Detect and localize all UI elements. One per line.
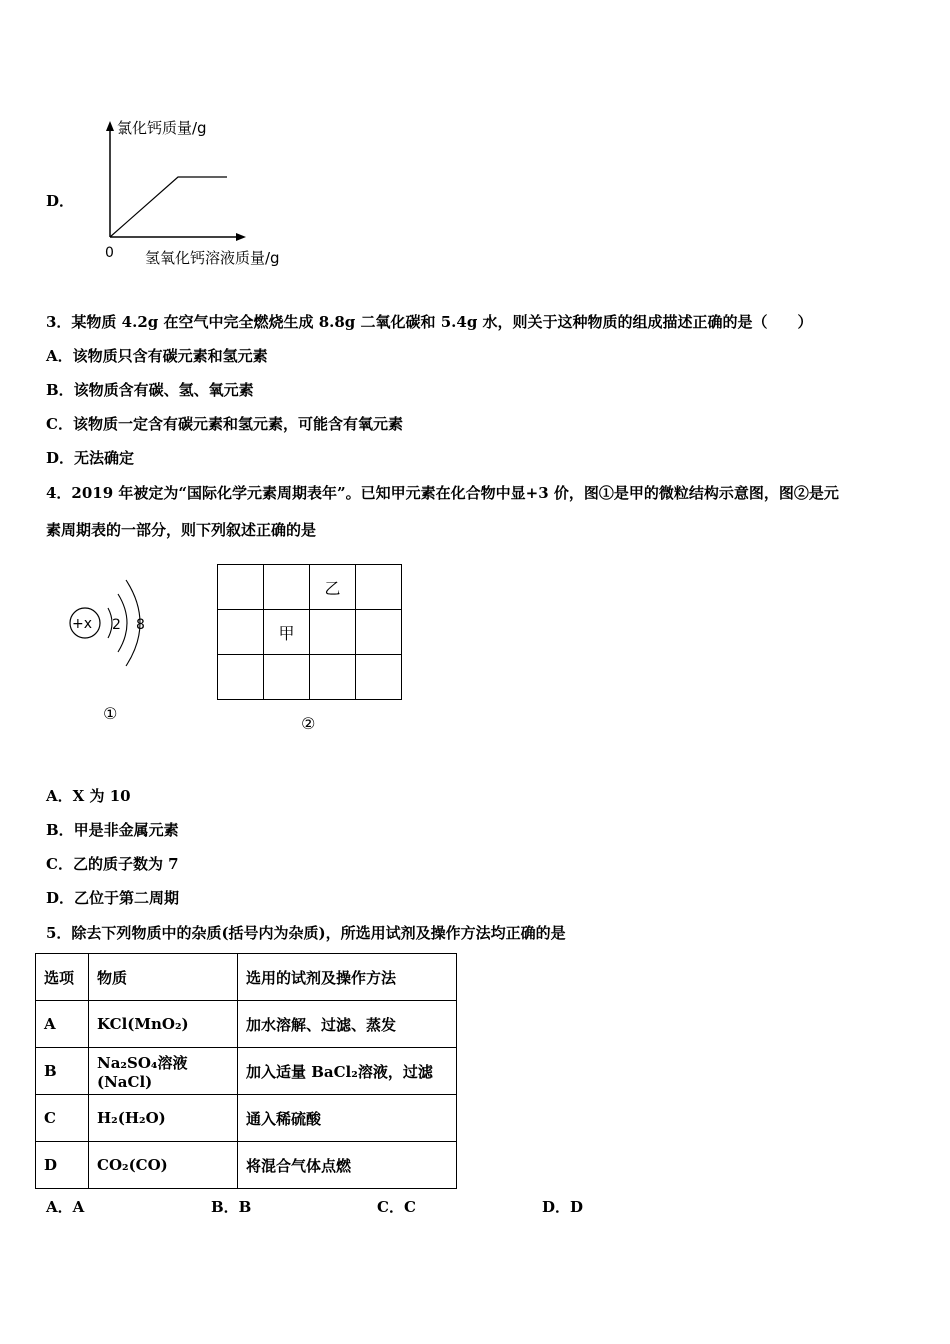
periodic-table-fragment — [217, 564, 402, 700]
figure1-caption: ① — [103, 704, 118, 723]
row-substance: Na₂SO₄溶液(NaCl) — [89, 1048, 238, 1095]
pt-cell — [310, 655, 356, 700]
row-method: 将混合气体点燃 — [238, 1142, 457, 1189]
q3-option-b: B．该物质含有碳、氢、氧元素 — [46, 381, 254, 399]
table-row — [36, 1095, 457, 1142]
pt-cell — [264, 655, 310, 700]
table-row — [36, 1048, 457, 1095]
y-axis-label: 氯化钙质量/g — [117, 119, 207, 137]
q5-answer-a: A．A — [46, 1198, 85, 1216]
header-option: 选项 — [36, 954, 89, 1001]
row-option: C — [36, 1095, 89, 1142]
row-substance: KCl(MnO₂) — [89, 1001, 238, 1048]
header-substance: 物质 — [89, 954, 238, 1001]
pt-cell — [218, 655, 264, 700]
row-method: 加水溶解、过滤、蒸发 — [238, 1001, 457, 1048]
pt-cell-yi: 乙 — [310, 565, 356, 610]
atomic-structure-diagram — [60, 576, 170, 676]
nucleus-charge: +x — [72, 616, 93, 632]
q3-stem: 3．某物质 4.2g 在空气中完全燃烧生成 8.8g 二氧化碳和 5.4g 水，则关于这种物质的组成描述正确的是（ ） — [46, 313, 813, 331]
row-option: A — [36, 1001, 89, 1048]
row-option: D — [36, 1142, 89, 1189]
q3-option-a: A．该物质只含有碳元素和氢元素 — [46, 347, 268, 365]
x-axis-label: 氢氧化钙溶液质量/g — [145, 249, 280, 267]
q2-option-d-graph — [100, 115, 320, 275]
q4-option-b: B．甲是非金属元素 — [46, 821, 179, 839]
pt-cell-jia: 甲 — [264, 610, 310, 655]
y-axis-arrow — [106, 121, 114, 131]
pt-cell — [218, 565, 264, 610]
q5-answer-b: B．B — [211, 1198, 252, 1216]
table-row — [36, 1001, 457, 1048]
shell1-electrons: 2 — [112, 617, 121, 633]
q3-option-c: C．该物质一定含有碳元素和氢元素，可能含有氧元素 — [46, 415, 403, 433]
graph-line — [110, 177, 227, 237]
pt-cell — [218, 610, 264, 655]
q4-option-c: C．乙的质子数为 7 — [46, 855, 179, 873]
q4-option-a: A．X 为 10 — [46, 787, 131, 805]
table-row — [36, 1142, 457, 1189]
figure2-caption: ② — [301, 714, 316, 733]
origin-label: 0 — [105, 245, 114, 261]
pt-cell — [356, 565, 402, 610]
pt-cell — [356, 610, 402, 655]
q5-stem: 5．除去下列物质中的杂质(括号内为杂质)，所选用试剂及操作方法均正确的是 — [46, 924, 566, 942]
row-substance: CO₂(CO) — [89, 1142, 238, 1189]
q4-option-d: D．乙位于第二周期 — [46, 889, 180, 907]
q4-stem-line1: 4．2019 年被定为“国际化学元素周期表年”。已知甲元素在化合物中显+3 价，图①是甲的微粒结构示意图，图②是元 — [46, 484, 839, 502]
pt-cell — [264, 565, 310, 610]
x-axis-arrow — [236, 233, 246, 241]
q4-stem-line2: 素周期表的一部分，则下列叙述正确的是 — [46, 521, 317, 539]
header-method: 选用的试剂及操作方法 — [238, 954, 457, 1001]
q5-answer-c: C．C — [377, 1198, 416, 1216]
row-option: B — [36, 1048, 89, 1095]
shell2-electrons: 8 — [136, 617, 145, 633]
q3-option-d: D．无法确定 — [46, 449, 135, 467]
pt-cell — [356, 655, 402, 700]
row-method: 通入稀硫酸 — [238, 1095, 457, 1142]
table-header-row — [36, 954, 457, 1001]
row-substance: H₂(H₂O) — [89, 1095, 238, 1142]
pt-cell — [310, 610, 356, 655]
q2-option-d-label: D． — [46, 192, 75, 210]
row-method: 加入适量 BaCl₂溶液，过滤 — [238, 1048, 457, 1095]
q5-answer-d: D．D — [542, 1198, 584, 1216]
q5-table — [35, 953, 457, 1189]
